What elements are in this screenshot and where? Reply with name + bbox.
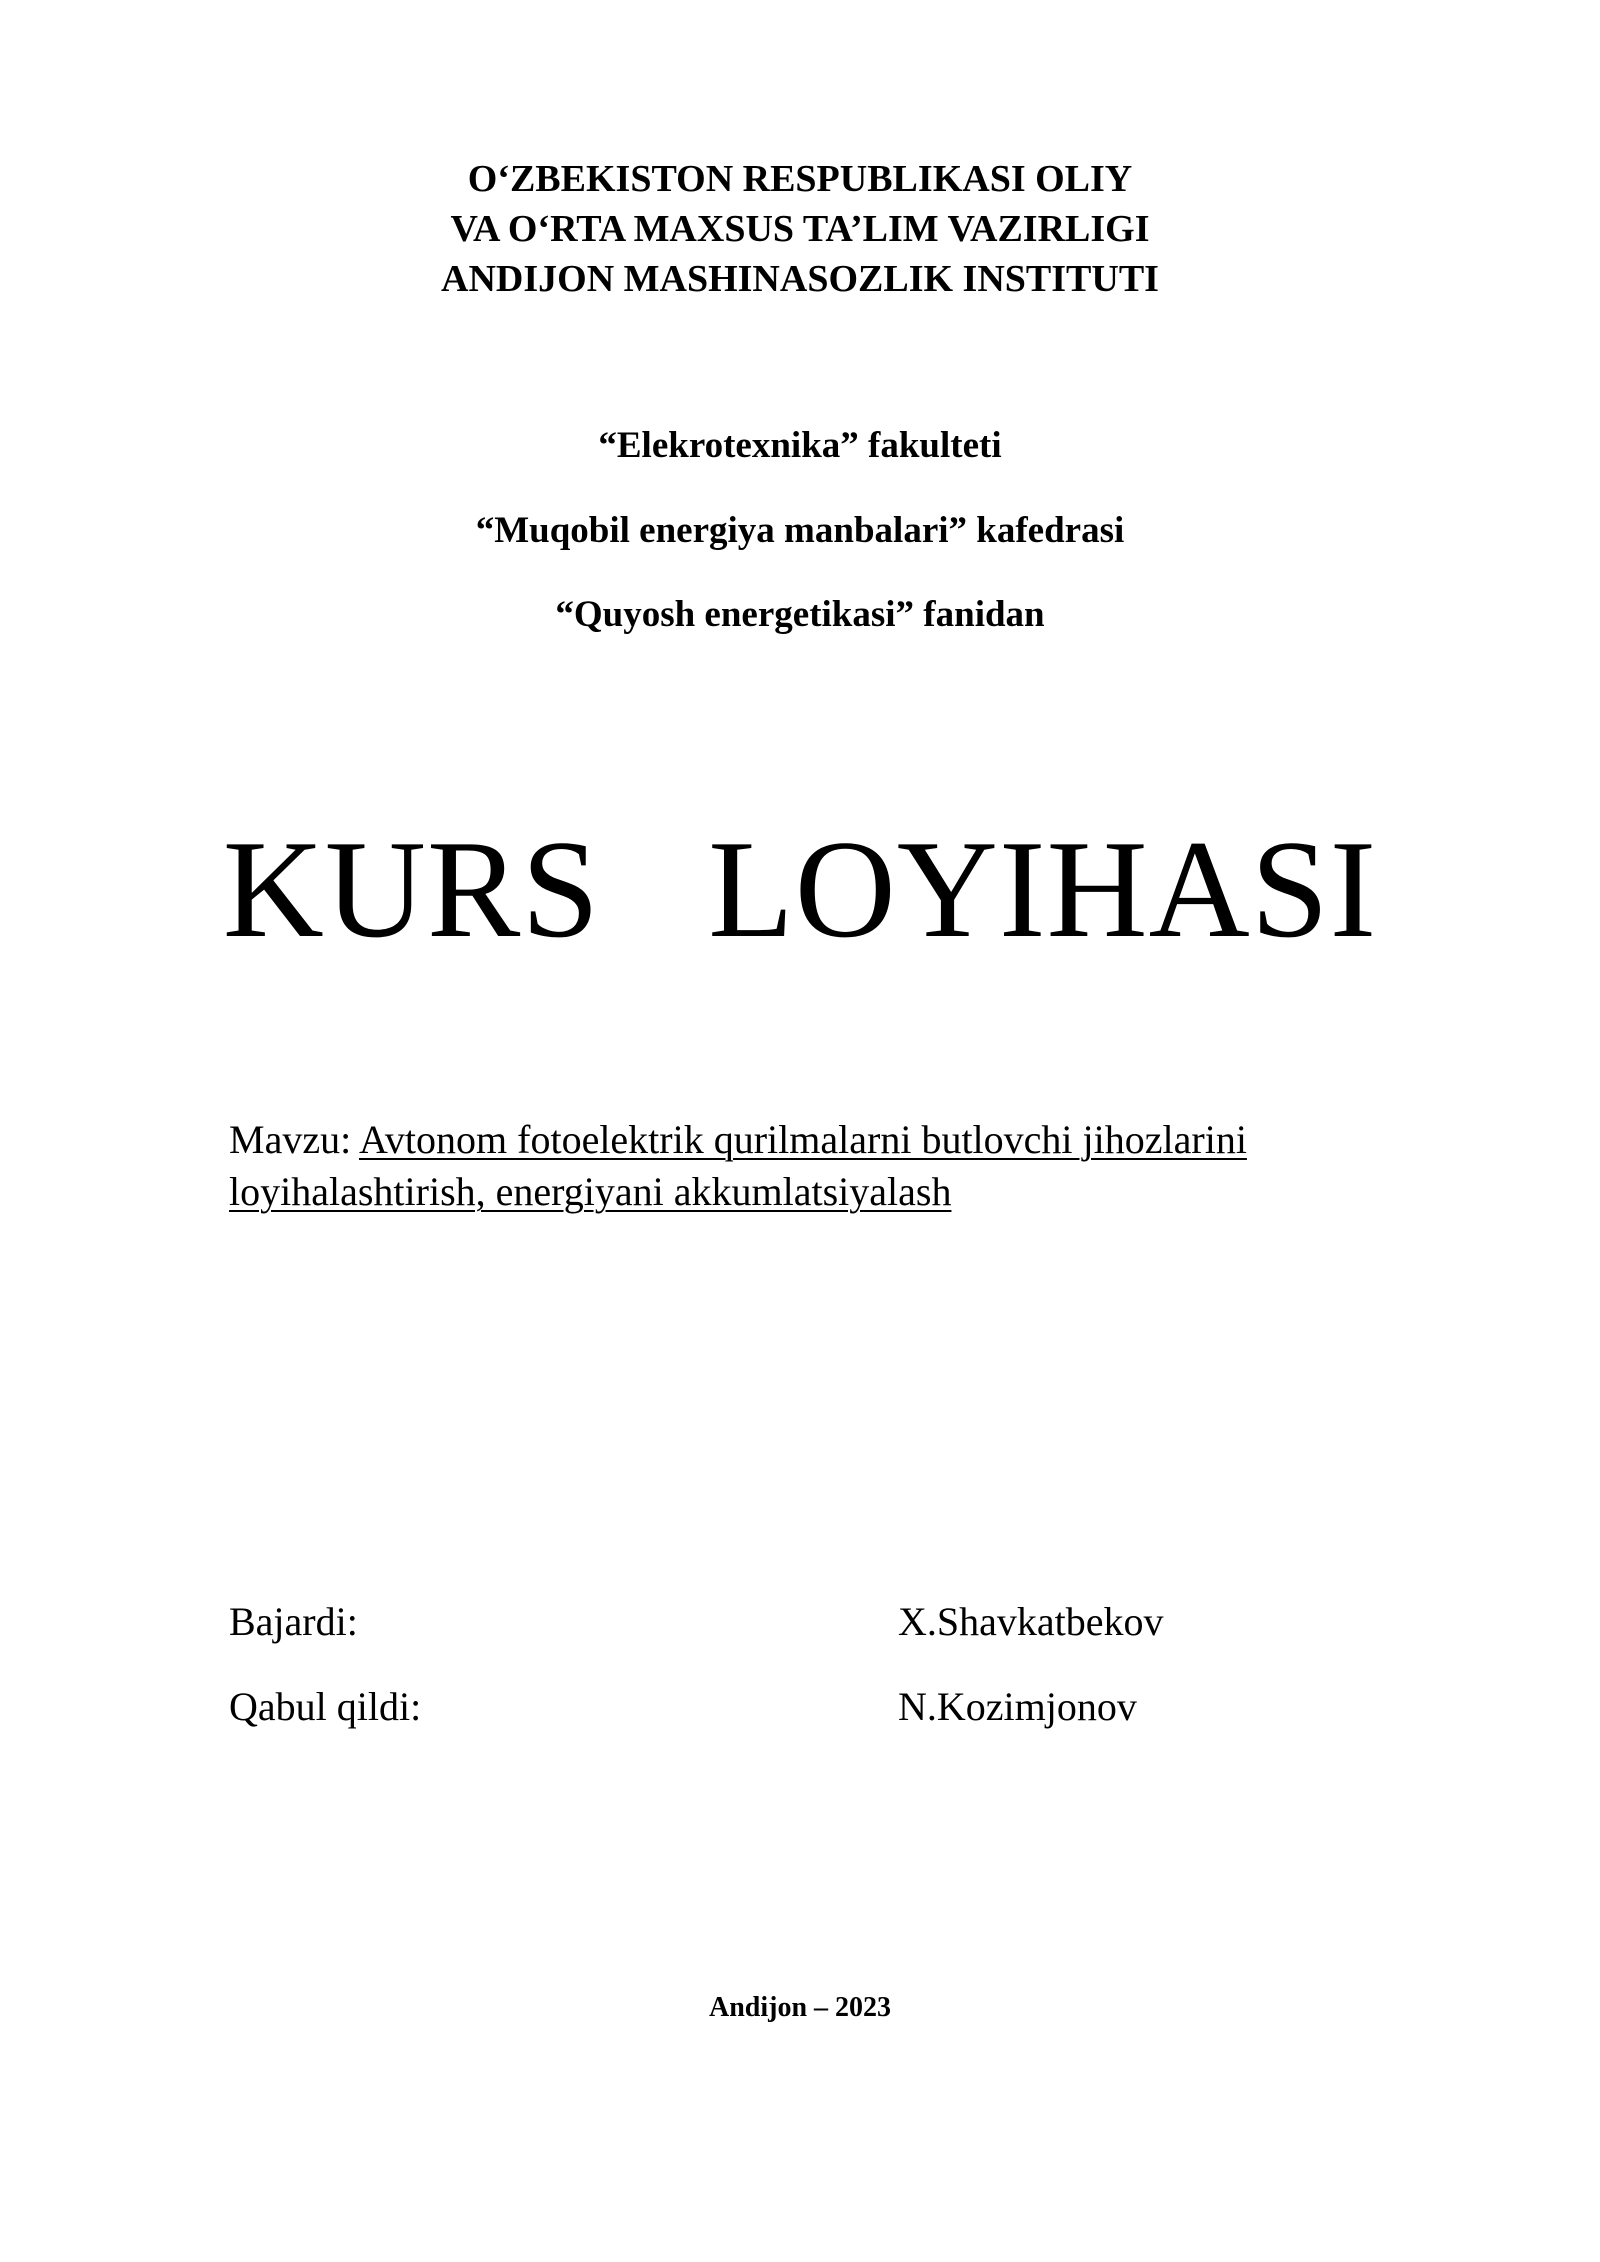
accepted-by-label: Qabul qildi: [229, 1684, 422, 1729]
chair-line: “Muqobil energiya manbalari” kafedrasi [475, 510, 1125, 551]
performed-by-label: Bajardi: [229, 1599, 358, 1644]
document-title: KURS LOYIHASI [222, 812, 1378, 967]
place-year: Andijon – 2023 [708, 1992, 892, 2023]
ministry-line-2: VA O‘RTA MAXSUS TA’LIM VAZIRLIGI [450, 208, 1150, 250]
institute-line: ANDIJON MASHINASOZLIK INSTITUTI [441, 258, 1159, 300]
faculty-line: “Elekrotexnika” fakulteti [598, 425, 1002, 466]
topic-text-line-1: Avtonom fotoelektrik qurilmalarni butlovchi jihozlarini [358, 1117, 1247, 1162]
topic-text-line-2: loyihalashtirish, energiyani akkumlatsiyalash [229, 1169, 952, 1214]
accepted-by-name: N.Kozimjonov [898, 1684, 1137, 1729]
topic-label: Mavzu: [229, 1117, 359, 1162]
performed-by-name: X.Shavkatbekov [898, 1599, 1164, 1644]
ministry-line-1: O‘ZBEKISTON RESPUBLIKASI OLIY [467, 158, 1133, 200]
topic-block [229, 1114, 1429, 1218]
course-subject-line: “Quyosh energetikasi” fanidan [555, 594, 1045, 635]
